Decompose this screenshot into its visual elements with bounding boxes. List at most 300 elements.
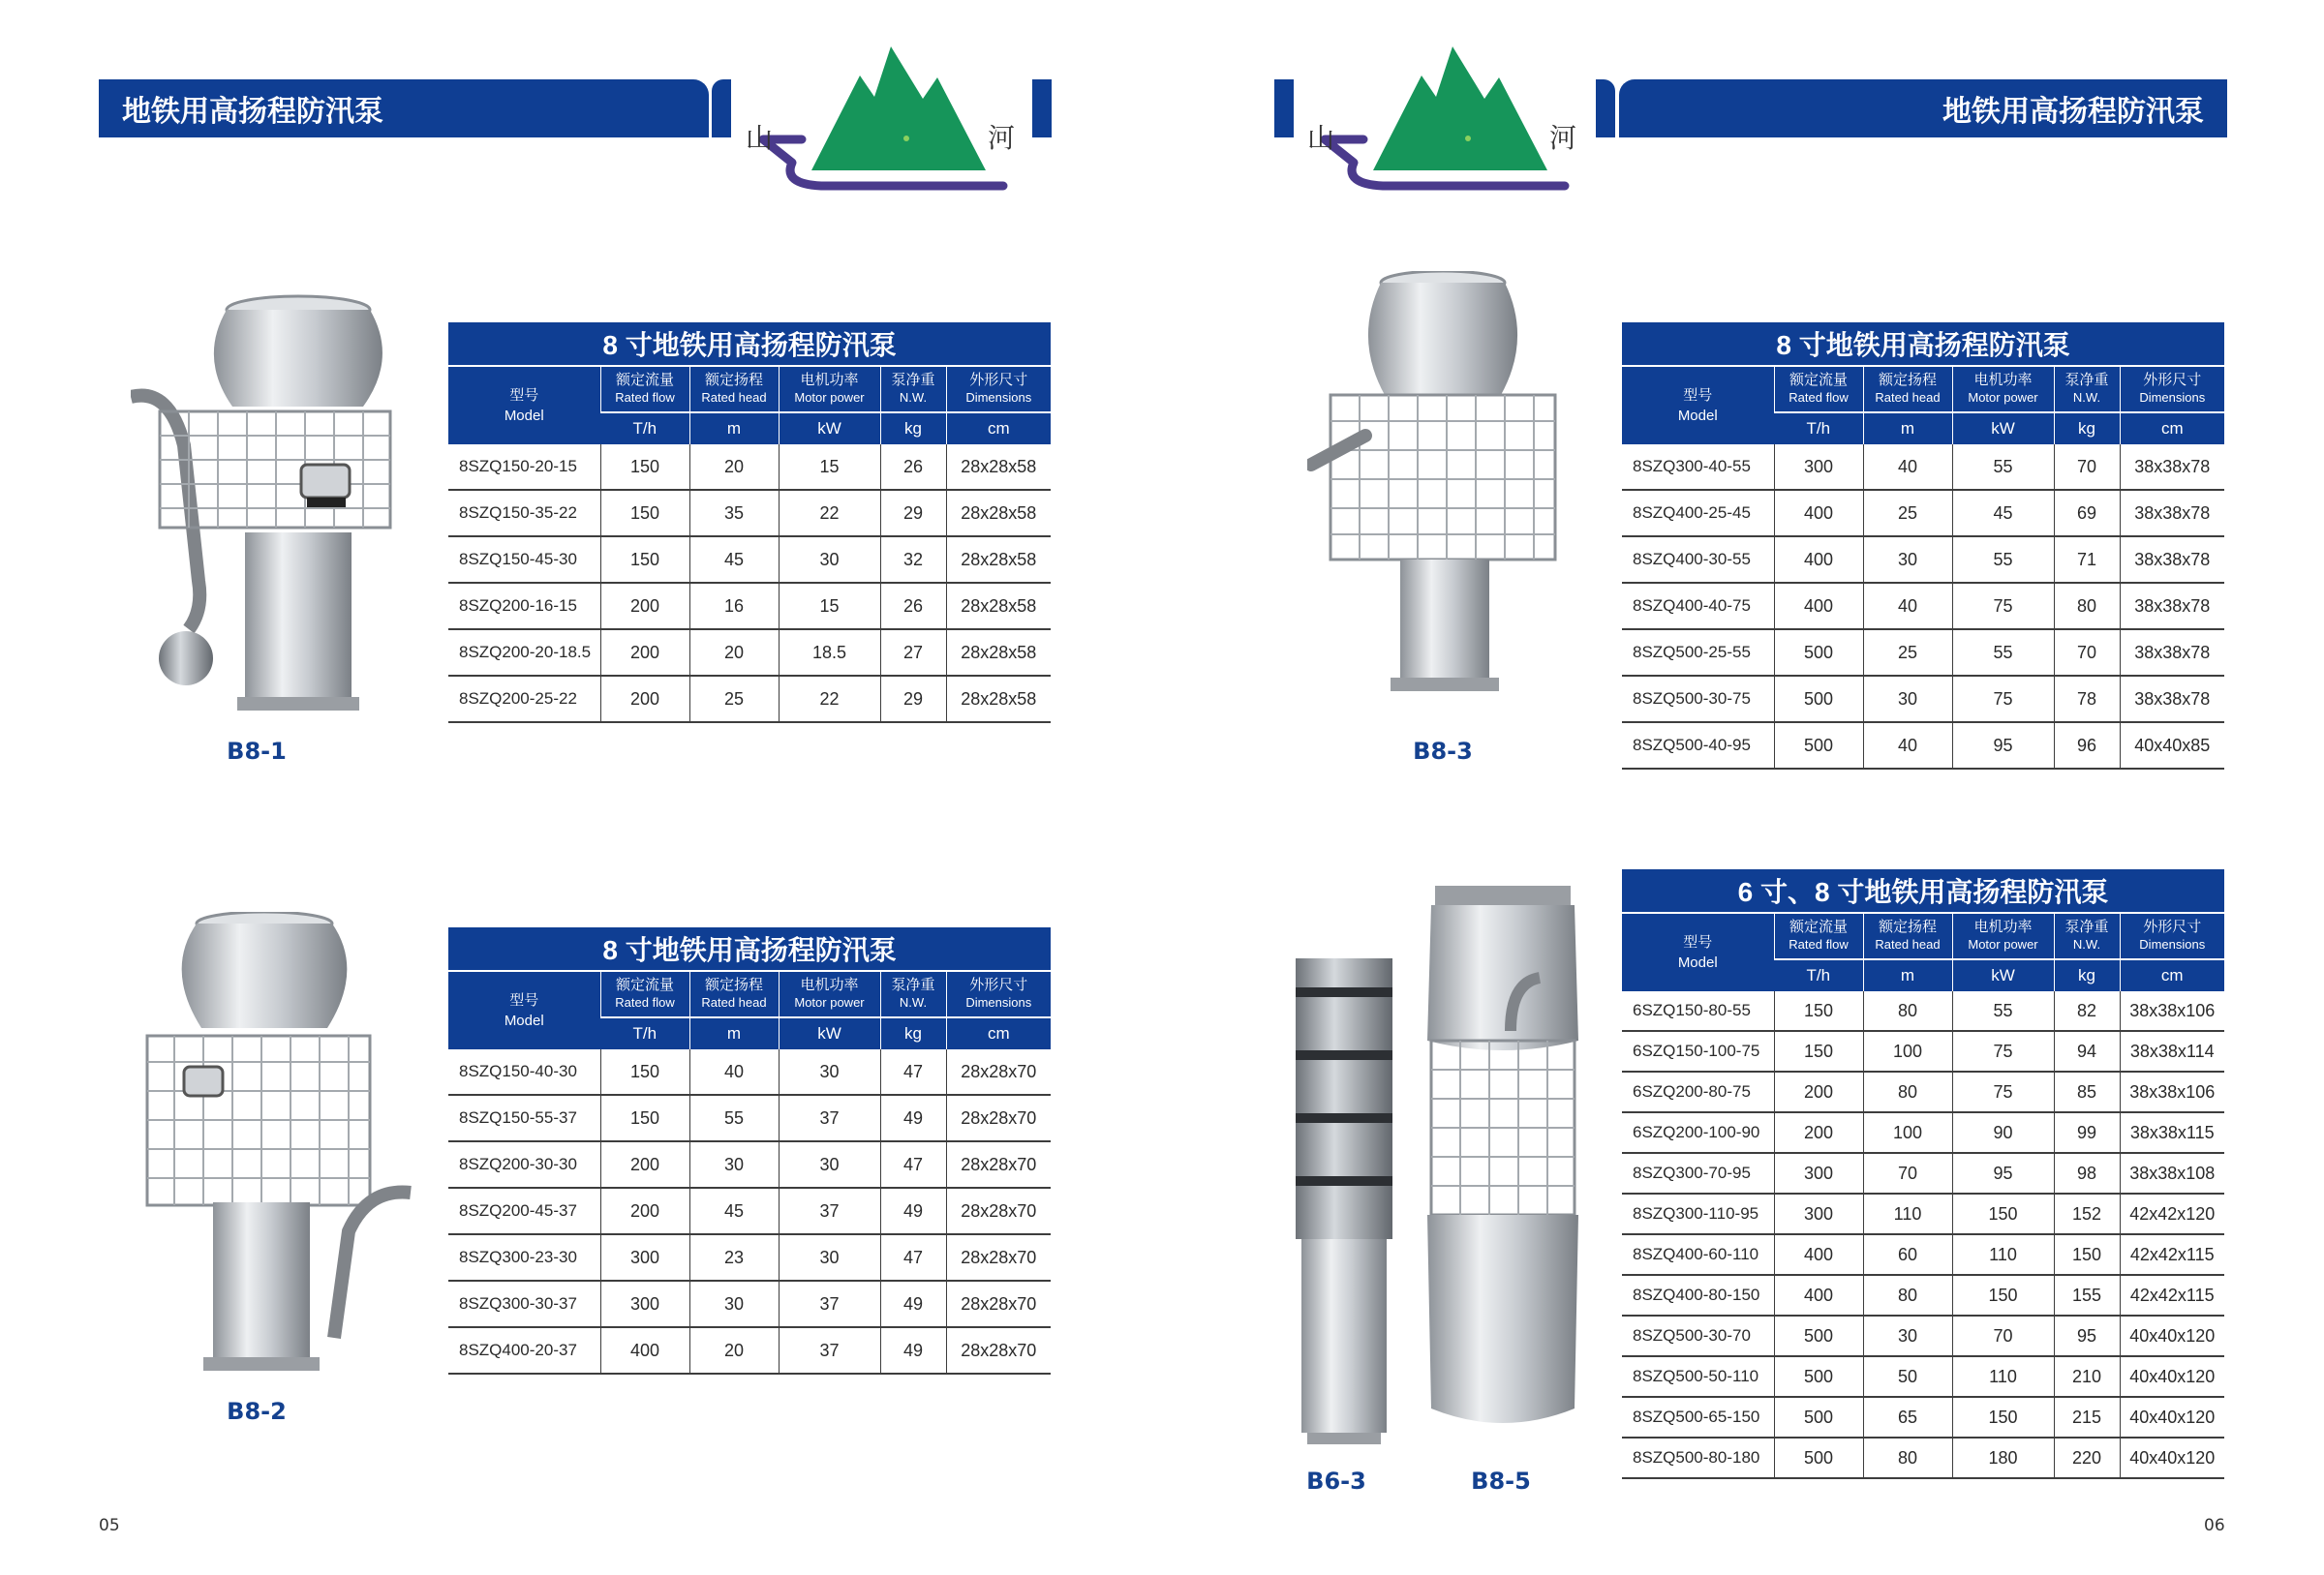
table-cell: 95 <box>2054 1316 2120 1356</box>
logo-char-left: 山 <box>746 122 774 154</box>
table-cell: 35 <box>689 490 779 536</box>
pump-image-b8-3 <box>1307 271 1559 707</box>
spec-table-2 <box>448 927 1051 1375</box>
table-cell: 70 <box>1863 1153 1952 1194</box>
table-cell: 200 <box>600 583 689 629</box>
table-row <box>1622 1275 2224 1316</box>
table-cell: 47 <box>880 1234 946 1281</box>
column-header-dimensions: 外形尺寸 Dimensions <box>946 366 1051 412</box>
table-cell: 150 <box>600 490 689 536</box>
table-cell: 38x38x78 <box>2120 583 2224 629</box>
table-cell: 38x38x78 <box>2120 676 2224 722</box>
table-cell: 22 <box>779 490 880 536</box>
table-cell: 200 <box>1774 1112 1863 1153</box>
table-cell: 80 <box>1863 1275 1952 1316</box>
table-cell: 38x38x106 <box>2120 991 2224 1031</box>
column-header-model: 型号 Model <box>448 971 600 1049</box>
table-row <box>1622 1397 2224 1438</box>
table-cell: 8SZQ150-20-15 <box>448 444 600 490</box>
table-cell: 40 <box>689 1049 779 1095</box>
table-cell: 38x38x78 <box>2120 536 2224 583</box>
column-header-model: 型号 Model <box>1622 913 1774 991</box>
header-accent-strip <box>712 79 731 137</box>
table-cell: 500 <box>1774 722 1863 769</box>
table-cell: 8SZQ400-20-37 <box>448 1327 600 1374</box>
unit-weight: kg <box>2054 412 2120 444</box>
table-title: 8 寸地铁用高扬程防汛泵 <box>448 927 1051 971</box>
table-cell: 8SZQ150-45-30 <box>448 536 600 583</box>
table-cell: 37 <box>779 1327 880 1374</box>
table-cell: 30 <box>1863 676 1952 722</box>
table-cell: 25 <box>1863 490 1952 536</box>
table-cell: 150 <box>2054 1234 2120 1275</box>
table-row <box>448 1188 1051 1234</box>
table-cell: 28x28x70 <box>946 1281 1051 1327</box>
table-row <box>448 676 1051 722</box>
unit-weight: kg <box>880 1017 946 1049</box>
table-cell: 200 <box>1774 1072 1863 1112</box>
unit-dimensions: cm <box>2120 412 2224 444</box>
column-header-flow: 额定流量 Rated flow <box>600 366 689 412</box>
table-cell: 49 <box>880 1095 946 1141</box>
table-cell: 150 <box>600 444 689 490</box>
table-row <box>1622 1316 2224 1356</box>
table-row <box>448 1327 1051 1374</box>
table-cell: 300 <box>1774 1153 1863 1194</box>
table-cell: 8SZQ150-35-22 <box>448 490 600 536</box>
table-cell: 70 <box>2054 629 2120 676</box>
column-header-head: 额定扬程 Rated head <box>1863 366 1952 412</box>
table-row <box>1622 676 2224 722</box>
table-cell: 29 <box>880 676 946 722</box>
table-cell: 37 <box>779 1188 880 1234</box>
spec-table-3 <box>1622 322 2224 770</box>
table-cell: 150 <box>1774 991 1863 1031</box>
table-cell: 49 <box>880 1327 946 1374</box>
table-cell: 500 <box>1774 1356 1863 1397</box>
table-cell: 150 <box>1952 1275 2054 1316</box>
table-row <box>448 583 1051 629</box>
unit-flow: T/h <box>1774 959 1863 991</box>
table-cell: 28x28x58 <box>946 676 1051 722</box>
unit-head: m <box>689 412 779 444</box>
table-cell: 400 <box>1774 490 1863 536</box>
table-cell: 8SZQ500-30-75 <box>1622 676 1774 722</box>
table-cell: 8SZQ300-23-30 <box>448 1234 600 1281</box>
unit-head: m <box>1863 412 1952 444</box>
table-cell: 80 <box>1863 1072 1952 1112</box>
table-cell: 40 <box>1863 583 1952 629</box>
table-cell: 500 <box>1774 1316 1863 1356</box>
table-row <box>448 1141 1051 1188</box>
table-cell: 49 <box>880 1281 946 1327</box>
table-cell: 8SZQ400-60-110 <box>1622 1234 1774 1275</box>
table-cell: 28x28x58 <box>946 583 1051 629</box>
unit-weight: kg <box>2054 959 2120 991</box>
table-cell: 28x28x58 <box>946 629 1051 676</box>
unit-flow: T/h <box>600 1017 689 1049</box>
table-title: 8 寸地铁用高扬程防汛泵 <box>448 322 1051 366</box>
table-cell: 65 <box>1863 1397 1952 1438</box>
header-accent-strip <box>1274 79 1294 137</box>
table-cell: 38x38x114 <box>2120 1031 2224 1072</box>
table-cell: 500 <box>1774 676 1863 722</box>
header-accent-strip <box>1596 79 1615 137</box>
table-cell: 25 <box>1863 629 1952 676</box>
table-cell: 8SZQ500-25-55 <box>1622 629 1774 676</box>
column-header-dimensions: 外形尺寸 Dimensions <box>2120 913 2224 959</box>
table-row <box>1622 1031 2224 1072</box>
table-row <box>1622 1356 2224 1397</box>
column-header-flow: 额定流量 Rated flow <box>600 971 689 1017</box>
table-cell: 37 <box>779 1095 880 1141</box>
table-cell: 300 <box>600 1234 689 1281</box>
table-cell: 28x28x70 <box>946 1188 1051 1234</box>
column-header-head: 额定扬程 Rated head <box>1863 913 1952 959</box>
table-cell: 200 <box>600 629 689 676</box>
pump-image-b8-2 <box>145 912 416 1377</box>
table-cell: 38x38x106 <box>2120 1072 2224 1112</box>
table-cell: 28x28x58 <box>946 490 1051 536</box>
table-cell: 82 <box>2054 991 2120 1031</box>
table-cell: 110 <box>1952 1356 2054 1397</box>
table-cell: 95 <box>1952 1153 2054 1194</box>
table-cell: 8SZQ400-80-150 <box>1622 1275 1774 1316</box>
logo-char-left: 山 <box>1307 122 1335 154</box>
table-cell: 38x38x78 <box>2120 444 2224 490</box>
table-cell: 30 <box>779 1141 880 1188</box>
table-cell: 155 <box>2054 1275 2120 1316</box>
table-cell: 22 <box>779 676 880 722</box>
logo-char-right: 河 <box>988 122 1016 154</box>
table-cell: 30 <box>689 1281 779 1327</box>
table-cell: 8SZQ500-80-180 <box>1622 1438 1774 1478</box>
table-cell: 110 <box>1863 1194 1952 1234</box>
table-row <box>1622 1234 2224 1275</box>
unit-dimensions: cm <box>946 1017 1051 1049</box>
pump-caption-b8-3: B8-3 <box>1413 738 1473 765</box>
table-cell: 40x40x120 <box>2120 1397 2224 1438</box>
pump-caption-b8-2: B8-2 <box>227 1398 287 1425</box>
table-row <box>1622 1194 2224 1234</box>
table-cell: 38x38x78 <box>2120 629 2224 676</box>
pump-image-b8-5 <box>1423 886 1583 1438</box>
table-cell: 8SZQ150-40-30 <box>448 1049 600 1095</box>
table-cell: 45 <box>689 536 779 583</box>
table-cell: 49 <box>880 1188 946 1234</box>
table-cell: 42x42x115 <box>2120 1234 2224 1275</box>
column-header-weight: 泵净重 N.W. <box>880 971 946 1017</box>
table-cell: 25 <box>689 676 779 722</box>
logo-char-right: 河 <box>1549 122 1577 154</box>
table-cell: 150 <box>600 536 689 583</box>
table-cell: 80 <box>1863 1438 1952 1478</box>
table-row <box>448 536 1051 583</box>
table-row <box>1622 1072 2224 1112</box>
table-cell: 300 <box>1774 1194 1863 1234</box>
table-cell: 8SZQ200-16-15 <box>448 583 600 629</box>
column-header-weight: 泵净重 N.W. <box>2054 366 2120 412</box>
table-cell: 8SZQ300-40-55 <box>1622 444 1774 490</box>
table-cell: 38x38x115 <box>2120 1112 2224 1153</box>
table-cell: 8SZQ200-25-22 <box>448 676 600 722</box>
table-cell: 200 <box>600 1141 689 1188</box>
table-cell: 40 <box>1863 722 1952 769</box>
table-cell: 40x40x85 <box>2120 722 2224 769</box>
table-cell: 8SZQ500-65-150 <box>1622 1397 1774 1438</box>
table-cell: 60 <box>1863 1234 1952 1275</box>
table-cell: 37 <box>779 1281 880 1327</box>
table-cell: 42x42x120 <box>2120 1194 2224 1234</box>
table-cell: 220 <box>2054 1438 2120 1478</box>
table-cell: 6SZQ200-100-90 <box>1622 1112 1774 1153</box>
column-header-model: 型号 Model <box>448 366 600 444</box>
table-cell: 70 <box>2054 444 2120 490</box>
unit-weight: kg <box>880 412 946 444</box>
table-cell: 47 <box>880 1141 946 1188</box>
table-cell: 40x40x120 <box>2120 1316 2224 1356</box>
table-cell: 96 <box>2054 722 2120 769</box>
table-cell: 80 <box>2054 583 2120 629</box>
table-cell: 8SZQ300-70-95 <box>1622 1153 1774 1194</box>
brand-logo-right <box>1305 39 1586 203</box>
spec-table-1 <box>448 322 1051 723</box>
unit-head: m <box>1863 959 1952 991</box>
table-cell: 28x28x58 <box>946 536 1051 583</box>
table-cell: 8SZQ500-40-95 <box>1622 722 1774 769</box>
spec-table-4 <box>1622 869 2224 1479</box>
table-cell: 98 <box>2054 1153 2120 1194</box>
column-header-flow: 额定流量 Rated flow <box>1774 366 1863 412</box>
table-cell: 110 <box>1952 1234 2054 1275</box>
table-cell: 70 <box>1952 1316 2054 1356</box>
table-cell: 30 <box>779 1049 880 1095</box>
table-row <box>1622 1153 2224 1194</box>
table-cell: 20 <box>689 444 779 490</box>
table-row <box>448 629 1051 676</box>
table-cell: 55 <box>1952 991 2054 1031</box>
table-cell: 500 <box>1774 1438 1863 1478</box>
header-title-right: 地铁用高扬程防汛泵 <box>1942 95 2204 129</box>
table-cell: 300 <box>1774 444 1863 490</box>
table-cell: 8SZQ500-50-110 <box>1622 1356 1774 1397</box>
unit-power: kW <box>779 1017 880 1049</box>
pump-image-b6-3 <box>1288 958 1400 1447</box>
table-cell: 75 <box>1952 676 2054 722</box>
column-header-power: 电机功率 Motor power <box>779 366 880 412</box>
table-cell: 30 <box>1863 536 1952 583</box>
table-cell: 8SZQ400-40-75 <box>1622 583 1774 629</box>
table-row <box>1622 490 2224 536</box>
table-cell: 15 <box>779 583 880 629</box>
table-cell: 100 <box>1863 1112 1952 1153</box>
table-cell: 200 <box>600 676 689 722</box>
table-row <box>1622 536 2224 583</box>
table-cell: 28x28x58 <box>946 444 1051 490</box>
table-cell: 20 <box>689 629 779 676</box>
table-cell: 18.5 <box>779 629 880 676</box>
column-header-model: 型号 Model <box>1622 366 1774 444</box>
table-cell: 210 <box>2054 1356 2120 1397</box>
table-cell: 8SZQ500-30-70 <box>1622 1316 1774 1356</box>
table-row <box>1622 444 2224 490</box>
column-header-weight: 泵净重 N.W. <box>880 366 946 412</box>
unit-flow: T/h <box>600 412 689 444</box>
table-cell: 40x40x120 <box>2120 1438 2224 1478</box>
table-cell: 400 <box>1774 583 1863 629</box>
table-row <box>448 444 1051 490</box>
table-cell: 15 <box>779 444 880 490</box>
table-cell: 23 <box>689 1234 779 1281</box>
table-cell: 40x40x120 <box>2120 1356 2224 1397</box>
table-cell: 150 <box>600 1095 689 1141</box>
table-cell: 400 <box>1774 1275 1863 1316</box>
table-row <box>1622 1438 2224 1478</box>
pump-caption-b6-3: B6-3 <box>1306 1468 1366 1495</box>
table-cell: 215 <box>2054 1397 2120 1438</box>
table-row <box>448 1049 1051 1095</box>
unit-power: kW <box>1952 959 2054 991</box>
table-cell: 180 <box>1952 1438 2054 1478</box>
table-cell: 20 <box>689 1327 779 1374</box>
table-row <box>1622 722 2224 769</box>
page-number-left: 05 <box>99 1516 120 1535</box>
table-cell: 30 <box>1863 1316 1952 1356</box>
table-cell: 500 <box>1774 629 1863 676</box>
column-header-power: 电机功率 Motor power <box>1952 913 2054 959</box>
unit-power: kW <box>779 412 880 444</box>
table-cell: 150 <box>1952 1194 2054 1234</box>
column-header-head: 额定扬程 Rated head <box>689 971 779 1017</box>
table-cell: 47 <box>880 1049 946 1095</box>
column-header-power: 电机功率 Motor power <box>779 971 880 1017</box>
table-cell: 500 <box>1774 1397 1863 1438</box>
table-cell: 94 <box>2054 1031 2120 1072</box>
table-cell: 75 <box>1952 1072 2054 1112</box>
column-header-dimensions: 外形尺寸 Dimensions <box>2120 366 2224 412</box>
table-cell: 28x28x70 <box>946 1049 1051 1095</box>
header-accent-strip <box>1032 79 1052 137</box>
table-row <box>448 1234 1051 1281</box>
table-cell: 85 <box>2054 1072 2120 1112</box>
table-cell: 30 <box>689 1141 779 1188</box>
table-cell: 29 <box>880 490 946 536</box>
table-cell: 95 <box>1952 722 2054 769</box>
table-cell: 38x38x108 <box>2120 1153 2224 1194</box>
table-cell: 150 <box>600 1049 689 1095</box>
table-cell: 78 <box>2054 676 2120 722</box>
table-cell: 200 <box>600 1188 689 1234</box>
table-title: 8 寸地铁用高扬程防汛泵 <box>1622 322 2224 366</box>
table-cell: 8SZQ200-30-30 <box>448 1141 600 1188</box>
table-cell: 55 <box>1952 629 2054 676</box>
table-cell: 8SZQ400-30-55 <box>1622 536 1774 583</box>
table-cell: 6SZQ150-80-55 <box>1622 991 1774 1031</box>
table-cell: 75 <box>1952 1031 2054 1072</box>
table-cell: 150 <box>1952 1397 2054 1438</box>
table-row <box>1622 629 2224 676</box>
table-cell: 152 <box>2054 1194 2120 1234</box>
table-cell: 75 <box>1952 583 2054 629</box>
column-header-flow: 额定流量 Rated flow <box>1774 913 1863 959</box>
table-row <box>1622 1112 2224 1153</box>
table-cell: 40 <box>1863 444 1952 490</box>
table-cell: 100 <box>1863 1031 1952 1072</box>
table-cell: 8SZQ150-55-37 <box>448 1095 600 1141</box>
column-header-head: 额定扬程 Rated head <box>689 366 779 412</box>
table-cell: 32 <box>880 536 946 583</box>
table-row <box>448 1281 1051 1327</box>
pump-caption-b8-1: B8-1 <box>227 738 287 765</box>
table-cell: 55 <box>1952 444 2054 490</box>
unit-head: m <box>689 1017 779 1049</box>
table-cell: 28x28x70 <box>946 1327 1051 1374</box>
table-cell: 8SZQ300-30-37 <box>448 1281 600 1327</box>
table-cell: 38x38x78 <box>2120 490 2224 536</box>
table-cell: 90 <box>1952 1112 2054 1153</box>
table-cell: 28x28x70 <box>946 1234 1051 1281</box>
table-cell: 28x28x70 <box>946 1141 1051 1188</box>
table-cell: 16 <box>689 583 779 629</box>
table-cell: 55 <box>1952 536 2054 583</box>
table-cell: 6SZQ200-80-75 <box>1622 1072 1774 1112</box>
table-cell: 69 <box>2054 490 2120 536</box>
table-cell: 8SZQ300-110-95 <box>1622 1194 1774 1234</box>
table-row <box>1622 991 2224 1031</box>
table-row <box>448 490 1051 536</box>
table-cell: 400 <box>1774 536 1863 583</box>
table-row <box>448 1095 1051 1141</box>
table-cell: 45 <box>1952 490 2054 536</box>
header-title-left: 地铁用高扬程防汛泵 <box>122 95 383 129</box>
table-cell: 45 <box>689 1188 779 1234</box>
brand-logo-left <box>744 39 1024 203</box>
table-row <box>1622 583 2224 629</box>
header-band-right <box>1619 79 2227 137</box>
column-header-dimensions: 外形尺寸 Dimensions <box>946 971 1051 1017</box>
table-cell: 50 <box>1863 1356 1952 1397</box>
table-cell: 26 <box>880 583 946 629</box>
table-cell: 150 <box>1774 1031 1863 1072</box>
table-cell: 27 <box>880 629 946 676</box>
table-cell: 8SZQ400-25-45 <box>1622 490 1774 536</box>
table-cell: 99 <box>2054 1112 2120 1153</box>
header-band-left <box>99 79 709 137</box>
table-cell: 8SZQ200-45-37 <box>448 1188 600 1234</box>
table-cell: 71 <box>2054 536 2120 583</box>
page-number-right: 06 <box>2204 1516 2225 1535</box>
table-cell: 26 <box>880 444 946 490</box>
pump-caption-b8-5: B8-5 <box>1471 1468 1531 1495</box>
column-header-weight: 泵净重 N.W. <box>2054 913 2120 959</box>
unit-power: kW <box>1952 412 2054 444</box>
unit-dimensions: cm <box>2120 959 2224 991</box>
table-cell: 400 <box>600 1327 689 1374</box>
pump-image-b8-1 <box>131 290 402 716</box>
column-header-power: 电机功率 Motor power <box>1952 366 2054 412</box>
table-cell: 6SZQ150-100-75 <box>1622 1031 1774 1072</box>
table-cell: 30 <box>779 1234 880 1281</box>
table-cell: 8SZQ200-20-18.5 <box>448 629 600 676</box>
unit-dimensions: cm <box>946 412 1051 444</box>
table-title: 6 寸、8 寸地铁用高扬程防汛泵 <box>1622 869 2224 913</box>
table-cell: 300 <box>600 1281 689 1327</box>
table-cell: 55 <box>689 1095 779 1141</box>
table-cell: 28x28x70 <box>946 1095 1051 1141</box>
table-cell: 400 <box>1774 1234 1863 1275</box>
table-cell: 80 <box>1863 991 1952 1031</box>
unit-flow: T/h <box>1774 412 1863 444</box>
